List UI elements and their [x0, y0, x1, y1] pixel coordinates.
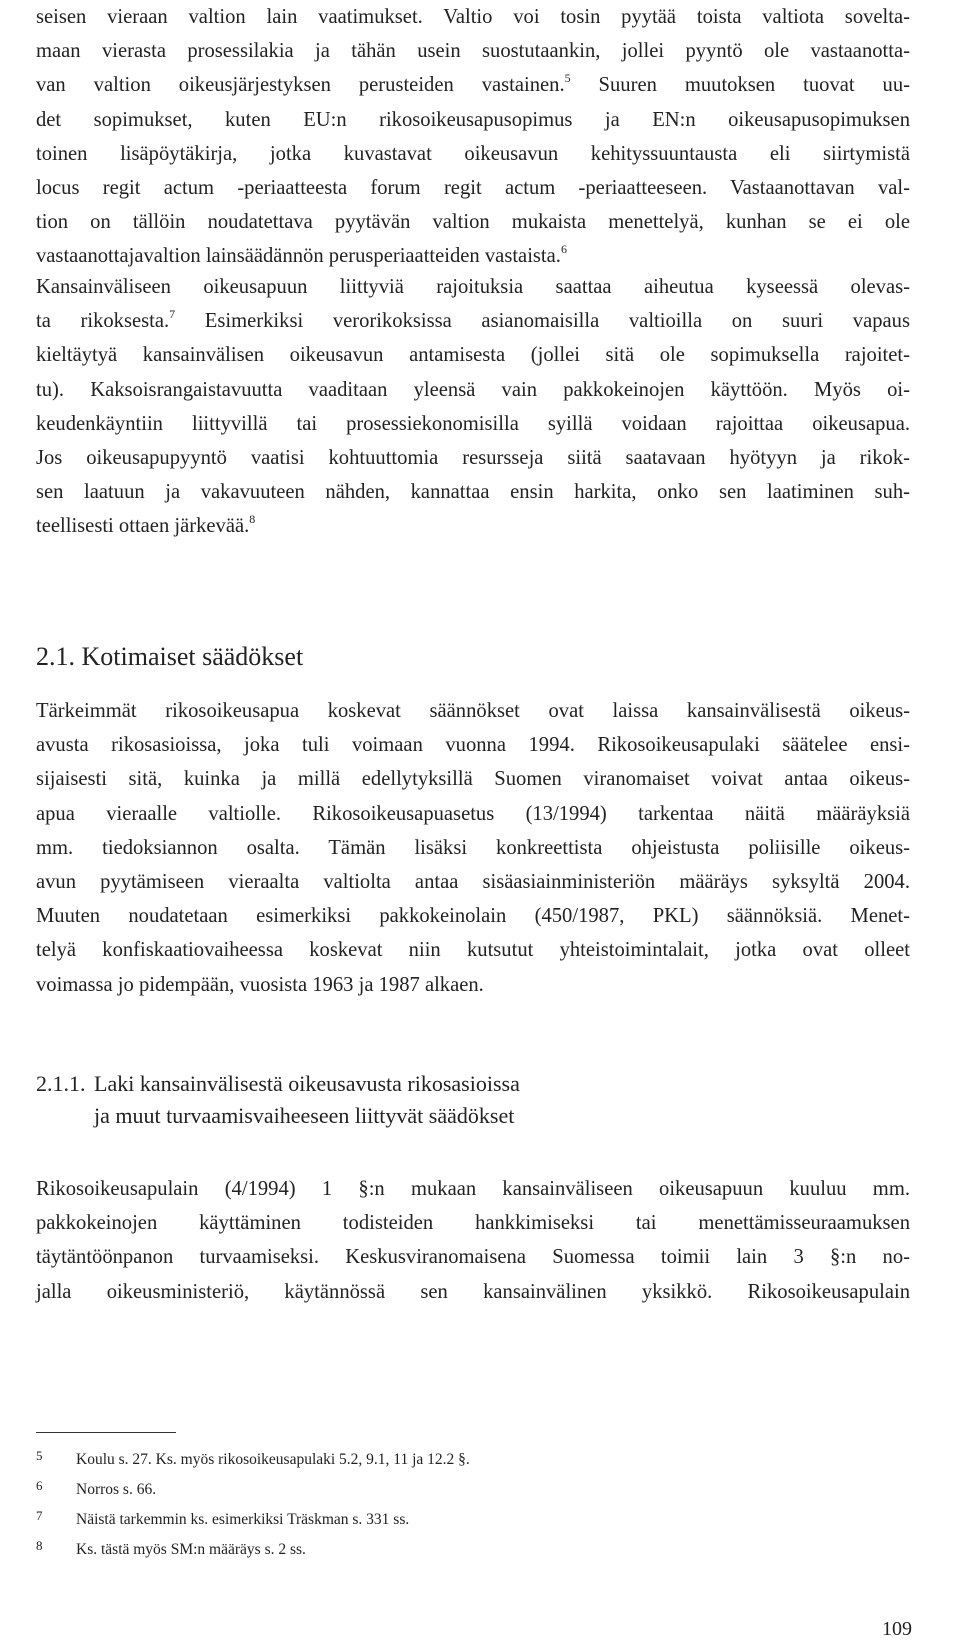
text-line: tion on tällöin noudatettava pyytävän valtion mukaista menettelyä, kunhan se ei ole	[36, 211, 910, 234]
text-line: sijaisesti sitä, kuinka ja millä edellytyksillä Suomen viranomaiset voivat antaa oikeus-	[36, 768, 910, 791]
footnote-divider	[36, 1432, 176, 1433]
footnote-number: 6	[36, 1478, 43, 1493]
text-line	[36, 304, 910, 338]
section-heading-2-1: 2.1. Kotimaiset säädökset	[36, 642, 304, 671]
text-line: pakkokeinojen käyttäminen todisteiden hankkimiseksi tai menettämisseuraamuksen	[36, 1212, 910, 1235]
text-line: apua vieraalle valtiolle. Rikosoikeusapuasetus (13/1994) tarkentaa näitä määräyksiä	[36, 802, 910, 825]
footnote-text: Norros s. 66.	[76, 1481, 157, 1498]
text-line: Tärkeimmät rikosoikeusapua koskevat säännökset ovat laissa kansainvälisestä oikeus-	[36, 700, 910, 722]
page-number: 109	[882, 1618, 912, 1640]
text-line: keudenkäyntiin liittyvillä tai prosessiekonomisilla syillä voidaan rajoittaa oikeusapua.	[36, 412, 910, 435]
footnote-7	[36, 1503, 470, 1533]
text-line: det sopimukset, kuten EU:n rikosoikeusapusopimus ja EN:n oikeusapusopimuksen	[36, 108, 910, 131]
text-fragment: teellisesti ottaen järkevää.	[36, 515, 250, 538]
text-line: Rikosoikeusapulain (4/1994) 1 §:n mukaan kansainväliseen oikeusapuun kuuluu mm.	[36, 1178, 910, 1200]
footnote-5	[36, 1443, 470, 1473]
text-line: täytäntöönpanon turvaamiseksi. Keskusviranomaisena Suomessa toimii lain 3 §:n no-	[36, 1246, 910, 1269]
footnote-ref-8[interactable]: 8	[249, 512, 256, 527]
footnote-6	[36, 1473, 470, 1503]
text-line: toinen lisäpöytäkirja, jotka kuvastavat oikeusavun kehityssuuntausta eli siirtymistä	[36, 142, 910, 165]
paragraph-4	[36, 1172, 910, 1309]
paragraph-1	[36, 0, 910, 274]
text-line: kieltäytyä kansainvälisen oikeusavun antamisesta (jollei sitä ole sopimuksella rajoitet-	[36, 344, 910, 367]
text-line: avun pyytämiseen vieraalta valtiolta antaa sisäasiainministeriön määräys syksyltä 2004.	[36, 871, 910, 894]
footnote-text: Ks. tästä myös SM:n määräys s. 2 ss.	[76, 1541, 306, 1558]
heading-line: Laki kansainvälisestä oikeusavusta rikosasioissa	[94, 1071, 520, 1096]
footnote-ref-7[interactable]: 7	[169, 307, 176, 322]
footnote-number: 5	[36, 1448, 43, 1463]
footnote-ref-6[interactable]: 6	[560, 242, 567, 257]
footnote-number: 8	[36, 1538, 43, 1553]
text-fragment: van valtion oikeusjärjestyksen perusteiden vastainen.	[36, 74, 565, 97]
text-line	[36, 509, 910, 543]
footnote-ref-5[interactable]: 5	[564, 71, 571, 86]
text-line: seisen vieraan valtion lain vaatimukset. Valtio voi tosin pyytää toista valtiota sovelta-	[36, 6, 910, 28]
text-line: telyä konfiskaatiovaiheessa koskevat niin kutsutut yhteistoimintalait, jotka ovat olleet	[36, 939, 910, 962]
section-number: 2.1.1.	[36, 1071, 86, 1096]
text-line: voimassa jo pidempään, vuosista 1963 ja 1987 alkaen.	[36, 973, 484, 996]
footnotes	[36, 1443, 470, 1563]
text-line: avusta rikosasioissa, joka tuli voimaan vuonna 1994. Rikosoikeusapulaki säätelee ensi-	[36, 734, 910, 757]
text-line: jalla oikeusministeriö, käytännössä sen kansainvälinen yksikkö. Rikosoikeusapulain	[36, 1280, 910, 1303]
text-line: locus regit actum -periaatteesta forum regit actum -periaatteeseen. Vastaanottavan val-	[36, 177, 910, 200]
text-line	[36, 68, 910, 102]
footnote-number: 7	[36, 1508, 43, 1523]
text-line	[36, 239, 910, 273]
text-line: Jos oikeusapupyyntö vaatisi kohtuuttomia resursseja siitä saatavaan hyötyyn ja rikok-	[36, 447, 910, 470]
text-line: maan vierasta prosessilakia ja tähän usein suostutaankin, jollei pyyntö ole vastaanotta-	[36, 40, 910, 63]
text-line: mm. tiedoksiannon osalta. Tämän lisäksi konkreettista ohjeistusta poliisille oikeus-	[36, 836, 910, 859]
heading-line: ja muut turvaamisvaiheeseen liittyvät säädökset	[94, 1103, 515, 1128]
text-line: sen laatuun ja vakavuuteen nähden, kannattaa ensin harkita, onko sen laatiminen suh-	[36, 481, 910, 504]
text-fragment: vastaanottajavaltion lainsäädännön perusperiaatteiden vastaista.	[36, 245, 561, 268]
text-fragment: Suuren muutoksen tuovat uu-	[570, 74, 910, 97]
text-line: tu). Kaksoisrangaistavuutta vaaditaan yleensä vain pakkokeinojen käyttöön. Myös oi-	[36, 378, 910, 401]
text-line: Kansainväliseen oikeusapuun liittyviä rajoituksia saattaa aiheutua kyseessä olevas-	[36, 276, 910, 298]
document-page	[36, 0, 916, 1652]
footnote-8	[36, 1533, 470, 1563]
text-fragment: ta rikoksesta.	[36, 310, 170, 333]
paragraph-2	[36, 270, 910, 544]
footnote-text: Koulu s. 27. Ks. myös rikosoikeusapulaki 5.2, 9.1, 11 ja 12.2 §.	[76, 1451, 470, 1468]
section-heading-2-1-1	[36, 1068, 520, 1132]
footnote-text: Näistä tarkemmin ks. esimerkiksi Träskman s. 331 ss.	[76, 1511, 410, 1528]
paragraph-3	[36, 694, 910, 1002]
text-fragment: Esimerkiksi verorikoksissa asianomaisilla valtioilla on suuri vapaus	[175, 310, 910, 333]
text-line: Muuten noudatetaan esimerkiksi pakkokeinolain (450/1987, PKL) säännöksiä. Menet-	[36, 905, 910, 928]
